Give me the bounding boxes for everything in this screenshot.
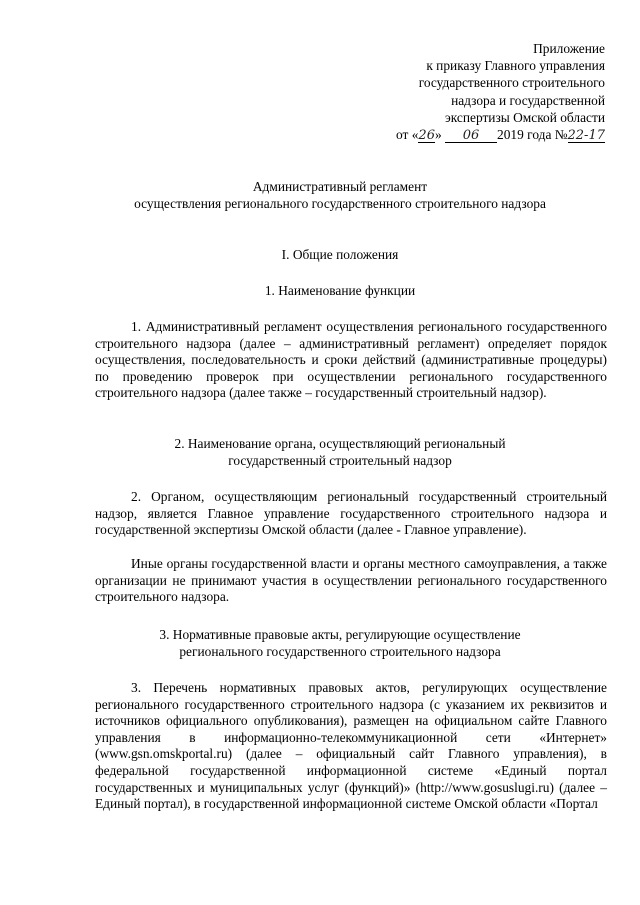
title-line: Административный регламент — [252, 179, 428, 194]
heading-line: государственный строительный надзор — [228, 452, 452, 468]
order-date-line — [335, 126, 605, 143]
heading-line: регионального государственного строительного надзора — [179, 643, 501, 659]
document-title — [95, 178, 585, 212]
paragraph-2-continued: Иные органы государственной власти и органы местного самоуправления, а также организации не принимают участия в осуществлении регионального государственного строительного надзора. — [95, 556, 607, 605]
appendix-line: экспертизы Омской области — [444, 109, 605, 125]
paragraph-1: 1. Административный регламент осуществления регионального государственного строительного надзора (далее – административный регламент) определяет порядок осуществления, последовательность и сроки действий (административные процедуры) по проведению проверок при осуществлении регионального государственного строительного надзора (далее также – государственный строительный надзор). — [95, 319, 607, 401]
subsection-heading: 1. Наименование функции — [264, 283, 416, 298]
order-number-handwritten: 22-17 — [567, 128, 605, 144]
date-prefix: от « — [396, 127, 419, 143]
appendix-header — [335, 40, 605, 143]
appendix-line: Приложение — [533, 41, 605, 56]
appendix-line: государственного строительного — [418, 75, 605, 91]
order-day-handwritten: 26 — [418, 128, 435, 144]
paragraph-3: 3. Перечень нормативных правовых актов, регулирующих осуществление регионального государственного строительного надзора (с указанием их реквизитов и источников официального опубликования), размещен на официальном сайте Главного управления в информационно-телекоммуникационной сети «Интернет» (www.gsn.omskportal.ru) (далее – официальный сайт Главного управления), в федеральной государственной информационной системе «Единый портал государственных и муниципальных услуг (функций)» (http://www.gosuslugi.ru) (далее – Единый портал), в государственной информационной системе Омской области «Портал — [95, 680, 607, 812]
date-year: 2019 года № — [497, 127, 568, 143]
title-line: осуществления регионального государственного строительного надзора — [134, 196, 546, 211]
section-heading: I. Общие положения — [281, 247, 399, 262]
date-mid: » — [434, 127, 442, 143]
appendix-line: надзора и государственной — [451, 92, 605, 108]
order-month-handwritten: 06 — [445, 129, 497, 143]
subsection-heading — [95, 436, 585, 469]
appendix-line: к приказу Главного управления — [426, 58, 605, 74]
subsection-heading — [95, 627, 585, 660]
paragraph-2: 2. Органом, осуществляющим региональный государственный строительный надзор, является Главное управление государственного строительного надзора и государственной экспертизы Омской области (далее - Главное управление). — [95, 489, 607, 538]
heading-line: 3. Нормативные правовые акты, регулирующие осуществление — [159, 627, 521, 642]
heading-line: 2. Наименование органа, осуществляющий региональный — [174, 436, 506, 451]
